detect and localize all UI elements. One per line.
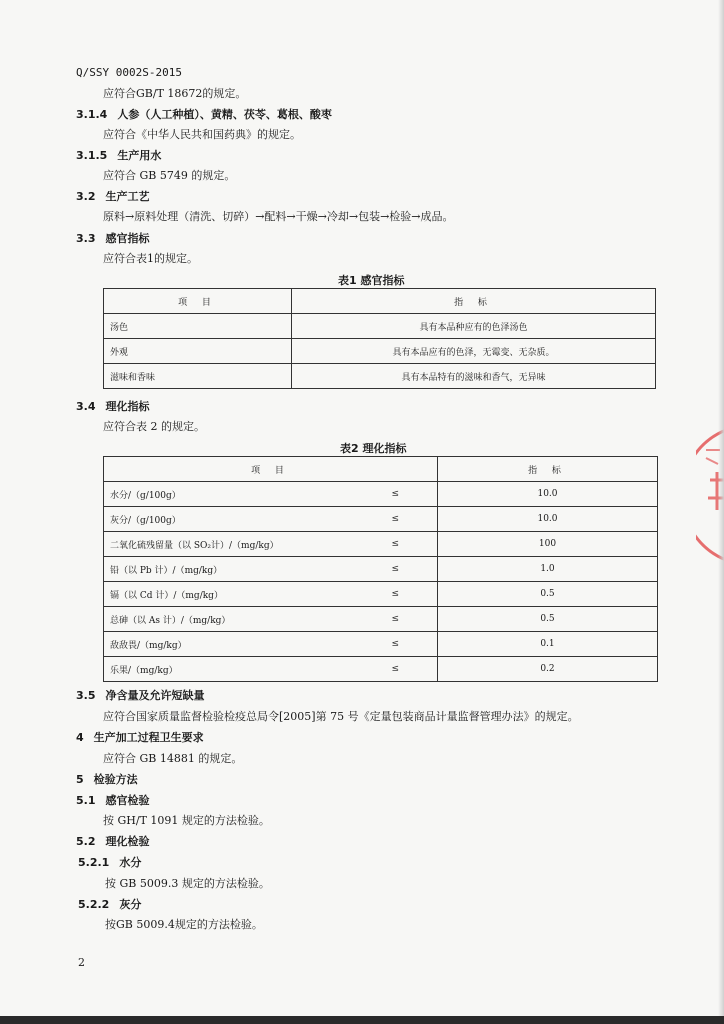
text-line: 应符合《中华人民共和国药典》的规定。 [103,128,301,141]
table-cell-item: 灰分/（g/100g） [104,507,354,532]
table-cell-operator: ≤ [354,582,438,607]
section-number: 3.5 [76,689,96,702]
table-row [104,532,658,557]
column-header: 项 目 [104,457,438,482]
table-row [104,657,658,682]
section-number: 5 [76,773,84,786]
text-line: 应符合表 2 的规定。 [103,420,205,433]
scan-bottom-edge [0,1016,724,1024]
page-edge-shadow [718,0,724,1024]
doc-code: Q/SSY 0002S-2015 [76,66,182,79]
section-heading-5 [76,773,138,787]
section-heading-3-3 [76,232,150,246]
table-row [104,339,656,364]
section-title: 感官检验 [105,794,150,807]
section-title: 水分 [119,856,142,869]
section-title: 灰分 [119,898,142,911]
table-cell-value: 10.0 [438,507,658,532]
section-title: 生产加工过程卫生要求 [93,731,204,744]
table-cell-value: 0.5 [438,607,658,632]
section-heading-5-2-2 [78,898,141,912]
table-cell-item: 镉（以 Cd 计）/（mg/kg） [104,582,354,607]
section-title: 检验方法 [93,773,138,786]
table-cell-item: 二氧化硫残留量（以 SO₂计）/（mg/kg） [104,532,354,557]
section-title: 人参（人工种植）、黄精、茯苓、葛根、酸枣 [117,108,332,121]
table-cell-item: 滋味和香味 [104,364,292,389]
table1-caption: 表1 感官指标 [338,274,405,287]
table-cell-operator: ≤ [354,507,438,532]
table-cell-operator: ≤ [354,532,438,557]
table2-caption: 表2 理化指标 [340,442,407,455]
text-line: 应符合GB/T 18672的规定。 [103,87,247,100]
table-row [104,314,656,339]
section-number: 5.2 [76,835,96,848]
table-row [104,582,658,607]
section-heading-4 [76,731,204,745]
section-heading-5-1 [76,794,150,808]
section-title: 净含量及允许短缺量 [105,689,205,702]
page-number: 2 [78,956,85,969]
column-header: 指 标 [438,457,658,482]
table-cell-item: 外观 [104,339,292,364]
section-heading-3-1-5 [76,149,161,163]
section-heading-3-5 [76,689,205,703]
section-heading-3-1-4 [76,108,332,122]
section-heading-5-2 [76,835,150,849]
section-number: 3.2 [76,190,96,203]
text-line: 按 GH/T 1091 规定的方法检验。 [103,814,270,827]
table-cell-value: 100 [438,532,658,557]
section-heading-3-2 [76,190,150,204]
table-cell-item: 铅（以 Pb 计）/（mg/kg） [104,557,354,582]
section-title: 生产用水 [117,149,162,162]
section-title: 理化检验 [105,835,150,848]
sensory-table [103,288,656,389]
table-row [104,557,658,582]
table-cell-value: 具有本品种应有的色泽汤色 [292,314,656,339]
table-cell-value: 0.1 [438,632,658,657]
section-number: 5.2.1 [78,856,110,869]
text-line: 应符合国家质量监督检验检疫总局令[2005]第 75 号《定量包装商品计量监督管理办法》的规定。 [103,710,579,723]
section-number: 3.1.4 [76,108,108,121]
column-header: 项 目 [104,289,292,314]
section-heading-5-2-1 [78,856,141,870]
table-cell-operator: ≤ [354,557,438,582]
table-cell-operator: ≤ [354,607,438,632]
process-flow-text: 原料→原料处理（清洗、切碎）→配料→干燥→冷却→包装→检验→成品。 [103,210,454,223]
table-row [104,482,658,507]
table-header-row [104,289,656,314]
text-line: 按GB 5009.4规定的方法检验。 [105,918,263,931]
table-row [104,507,658,532]
section-number: 3.1.5 [76,149,108,162]
table-cell-value: 0.5 [438,582,658,607]
table-cell-value: 具有本品特有的滋味和香气，无异味 [292,364,656,389]
table-cell-item: 水分/（g/100g） [104,482,354,507]
section-title: 理化指标 [105,400,150,413]
text-line: 应符合 GB 14881 的规定。 [103,752,243,765]
section-title: 生产工艺 [105,190,150,203]
section-number: 5.1 [76,794,96,807]
table-cell-value: 0.2 [438,657,658,682]
section-title: 感官指标 [105,232,150,245]
text-line: 应符合 GB 5749 的规定。 [103,169,236,182]
table-cell-value: 10.0 [438,482,658,507]
table-header-row [104,457,658,482]
table-cell-item: 乐果/（mg/kg） [104,657,354,682]
table-cell-operator: ≤ [354,632,438,657]
text-line: 按 GB 5009.3 规定的方法检验。 [105,877,270,890]
table-cell-item: 敌敌畏/（mg/kg） [104,632,354,657]
physicochemical-table [103,456,658,682]
section-number: 3.3 [76,232,96,245]
table-cell-operator: ≤ [354,657,438,682]
section-number: 4 [76,731,84,744]
text-line: 应符合表1的规定。 [103,252,198,265]
table-cell-item: 汤色 [104,314,292,339]
table-cell-value: 具有本品应有的色泽，无霉变、无杂质。 [292,339,656,364]
table-cell-operator: ≤ [354,482,438,507]
table-cell-item: 总砷（以 As 计）/（mg/kg） [104,607,354,632]
section-number: 3.4 [76,400,96,413]
table-row [104,607,658,632]
column-header: 指 标 [292,289,656,314]
section-heading-3-4 [76,400,150,414]
table-row [104,364,656,389]
table-cell-value: 1.0 [438,557,658,582]
table-row [104,632,658,657]
section-number: 5.2.2 [78,898,110,911]
